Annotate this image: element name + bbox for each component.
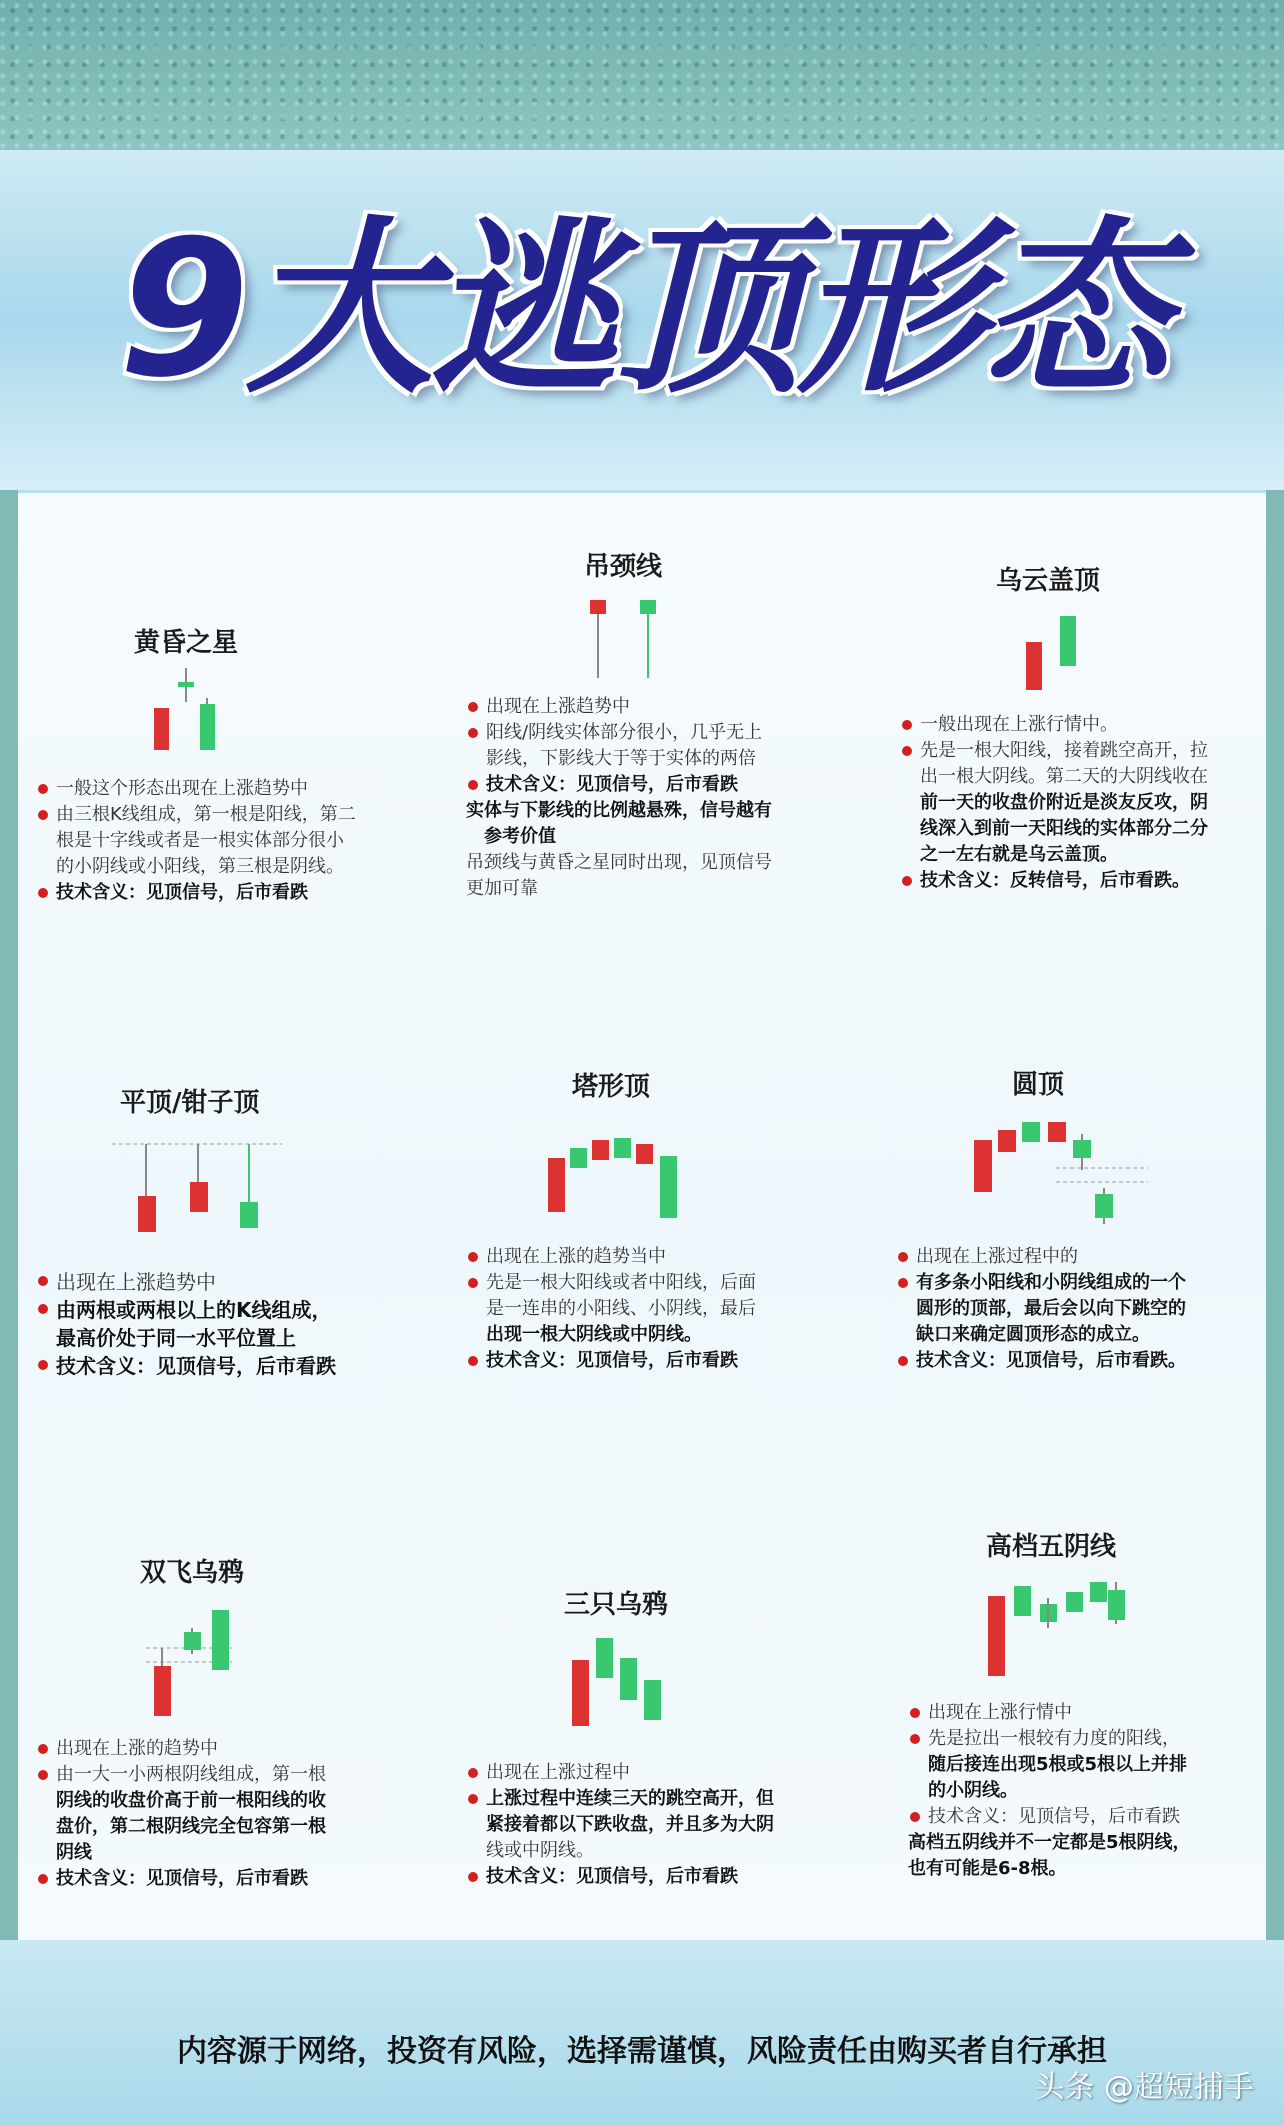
desc-line: 出现在上涨趋势中 <box>36 1268 336 1296</box>
candle-down <box>1090 1582 1107 1602</box>
desc-line: 影线，下影线大于等于实体的两倍 <box>486 748 756 769</box>
desc-line: 根是十字线或者是一根实体部分很小 <box>56 830 344 851</box>
pattern-desc-five-black-at-high <box>908 1700 1191 1882</box>
desc-line: 盘价，第二根阴线完全包容第一根 <box>56 1816 326 1837</box>
candle-down <box>1073 1140 1091 1158</box>
candlestick-diagram-five-black-at-high <box>984 1572 1140 1682</box>
candle-up <box>592 1140 609 1160</box>
pattern-title-five-black-at-high: 高档五阴线 <box>986 1532 1117 1562</box>
desc-line: 的小阴线。 <box>928 1780 1018 1801</box>
candlestick-diagram-two-crows <box>146 1604 242 1722</box>
desc-line: 实体与下影线的比例越悬殊，信号越有 <box>466 800 772 821</box>
pattern-title-evening-star: 黄昏之星 <box>134 628 239 658</box>
desc-line: 缺口来确定圆顶形态的成立。 <box>916 1324 1150 1345</box>
candle-down <box>570 1148 587 1168</box>
candle-up <box>636 1144 653 1164</box>
desc-line: 是一连串的小阳线、小阴线，最后 <box>486 1298 756 1319</box>
desc-line: 技术含义：反转信号，后市看跌。 <box>900 868 1208 894</box>
candle-doji <box>178 682 194 687</box>
candlestick-diagram-dark-cloud-cover <box>1020 610 1080 696</box>
desc-line: 阳线/阴线实体部分很小，几乎无上 <box>466 720 772 746</box>
desc-line: 一般这个形态出现在上涨趋势中 <box>36 776 356 802</box>
watermark: 头条 @超短捕手 <box>1034 2070 1254 2105</box>
desc-line: 高档五阴线并不一定都是5根阴线， <box>908 1832 1191 1853</box>
desc-line: 出现在上涨过程中的 <box>896 1244 1186 1270</box>
desc-line: 更加可靠 <box>466 878 538 899</box>
top-texture-band <box>0 0 1284 150</box>
pattern-title-dark-cloud-cover: 乌云盖顶 <box>996 566 1101 596</box>
pattern-title-flat-top: 平顶/钳子顶 <box>120 1088 260 1118</box>
desc-line: 出一根大阴线。第二天的大阴线收在 <box>920 766 1208 787</box>
desc-line: 的小阴线或小阳线，第三根是阴线。 <box>56 856 344 877</box>
candle-down <box>614 1138 631 1158</box>
candle-up <box>1026 642 1042 690</box>
desc-line: 线深入到前一天阳线的实体部分二分 <box>920 818 1208 839</box>
pattern-title-three-crows: 三只乌鸦 <box>564 1590 669 1620</box>
pattern-title-hanging-man: 吊颈线 <box>584 552 663 582</box>
candle-down <box>644 1680 661 1720</box>
candle-up <box>154 1666 171 1716</box>
desc-line: 也有可能是6-8根。 <box>908 1858 1067 1879</box>
candle-up <box>572 1660 589 1726</box>
desc-line: 由三根K线组成，第一根是阳线，第二 <box>36 802 356 828</box>
candle-down <box>640 600 656 614</box>
candle-down <box>1022 1122 1040 1142</box>
candle-up <box>590 600 606 614</box>
desc-line: 由一大一小两根阴线组成，第一根 <box>36 1762 326 1788</box>
candle-up <box>154 708 169 750</box>
candlestick-diagram-hanging-man <box>580 594 670 684</box>
desc-line: 先是拉出一根较有力度的阳线， <box>908 1726 1191 1752</box>
desc-line: 技术含义：见顶信号，后市看跌 <box>466 1348 756 1374</box>
desc-line: 出现在上涨的趋势当中 <box>466 1244 756 1270</box>
pattern-title-two-crows: 双飞乌鸦 <box>140 1558 245 1588</box>
desc-line: 阴线的收盘价高于前一根阳线的收 <box>56 1790 326 1811</box>
desc-line: 由两根或两根以上的K线组成， <box>36 1296 336 1324</box>
desc-line: 技术含义：见顶信号，后市看跌 <box>908 1804 1191 1830</box>
desc-line: 出现在上涨过程中 <box>466 1760 774 1786</box>
disclaimer-text: 内容源于网络，投资有风险，选择需谨慎，风险责任由购买者自行承担 <box>177 2034 1107 2069</box>
desc-line: 技术含义：见顶信号，后市看跌 <box>36 1866 326 1892</box>
candlestick-diagram-round-top <box>970 1118 1150 1228</box>
page-title: 9大逃顶形态 <box>118 200 1166 419</box>
desc-line: 随后接连出现5根或5根以上并排 <box>928 1754 1188 1775</box>
pattern-desc-tower-top <box>466 1244 756 1374</box>
candle-down <box>660 1156 677 1218</box>
desc-line: 吊颈线与黄昏之星同时出现，见顶信号 <box>466 852 772 873</box>
pattern-desc-flat-top <box>36 1268 336 1380</box>
desc-line: 出现一根大阴线或中阴线。 <box>486 1324 702 1345</box>
desc-line: 出现在上涨趋势中 <box>466 694 772 720</box>
desc-line: 参考价值 <box>484 826 556 847</box>
candle-up <box>998 1130 1016 1152</box>
desc-line: 先是一根大阳线或者中阳线，后面 <box>466 1270 756 1296</box>
pattern-desc-dark-cloud-cover <box>900 712 1208 894</box>
pattern-desc-evening-star <box>36 776 356 906</box>
candlestick-diagram-flat-top <box>112 1138 288 1238</box>
pattern-desc-three-crows <box>466 1760 774 1890</box>
candle-up <box>1048 1122 1066 1142</box>
candle-up <box>548 1158 565 1212</box>
candle-down <box>1014 1586 1031 1616</box>
desc-line: 技术含义：见顶信号，后市看跌 <box>466 1864 774 1890</box>
desc-line: 之一左右就是乌云盖顶。 <box>920 844 1118 865</box>
candle-down <box>200 704 215 750</box>
candle-up <box>988 1596 1005 1676</box>
pattern-desc-two-crows <box>36 1736 326 1892</box>
candlestick-diagram-evening-star <box>150 664 230 760</box>
pattern-title-tower-top: 塔形顶 <box>572 1072 651 1102</box>
desc-line: 圆形的顶部，最后会以向下跳空的 <box>916 1298 1186 1319</box>
candle-up <box>190 1182 208 1212</box>
desc-line: 阴线 <box>56 1842 92 1863</box>
desc-line: 上涨过程中连续三天的跳空高开，但 <box>466 1786 774 1812</box>
desc-line: 紧接着都以下跌收盘，并且多为大阴 <box>486 1814 774 1835</box>
candle-down <box>184 1632 201 1650</box>
candle-down <box>240 1202 258 1228</box>
desc-line: 技术含义：见顶信号，后市看跌。 <box>896 1348 1186 1374</box>
candlestick-diagram-tower-top <box>544 1122 688 1226</box>
candle-down <box>596 1638 613 1678</box>
desc-line: 技术含义：见顶信号，后市看跌 <box>466 772 772 798</box>
desc-line: 技术含义：见顶信号，后市看跌 <box>36 1352 336 1380</box>
desc-line: 前一天的收盘价附近是淡友反攻，阴 <box>920 792 1208 813</box>
desc-line: 先是一根大阳线，接着跳空高开，拉 <box>900 738 1208 764</box>
candle-down <box>1060 616 1076 666</box>
candle-down <box>212 1610 229 1670</box>
desc-line: 有多条小阳线和小阴线组成的一个 <box>896 1270 1186 1296</box>
desc-line: 出现在上涨行情中 <box>908 1700 1191 1726</box>
candle-down <box>620 1658 637 1700</box>
candle-up <box>138 1196 156 1232</box>
candle-down <box>1095 1194 1113 1218</box>
desc-line: 最高价处于同一水平位置上 <box>56 1326 296 1350</box>
pattern-title-round-top: 圆顶 <box>1012 1070 1065 1100</box>
pattern-desc-hanging-man <box>466 694 772 902</box>
candle-down <box>1066 1592 1083 1612</box>
pattern-desc-round-top <box>896 1244 1186 1374</box>
desc-line: 技术含义：见顶信号，后市看跌 <box>36 880 356 906</box>
candlestick-diagram-three-crows <box>568 1636 674 1732</box>
candle-up <box>974 1140 992 1192</box>
desc-line: 线或中阴线。 <box>486 1840 594 1861</box>
desc-line: 出现在上涨的趋势中 <box>36 1736 326 1762</box>
desc-line: 一般出现在上涨行情中。 <box>900 712 1208 738</box>
candle-down <box>1108 1590 1125 1620</box>
